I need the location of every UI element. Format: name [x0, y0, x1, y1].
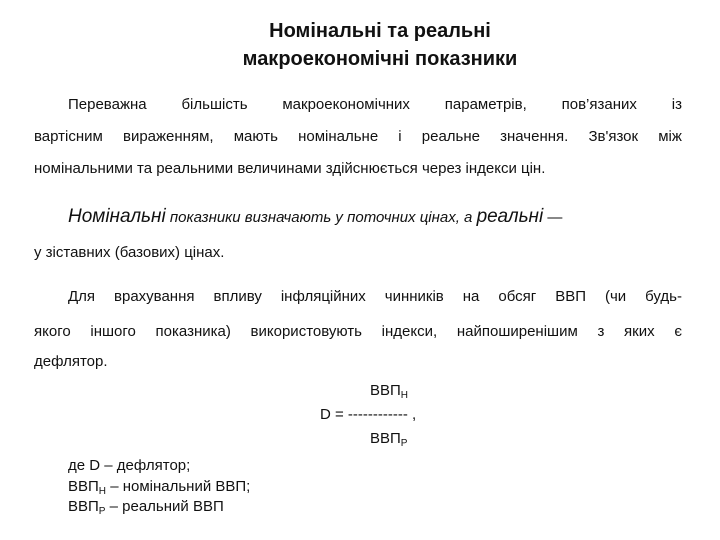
- word: є: [674, 323, 682, 340]
- word: пов’язаних: [561, 96, 637, 113]
- para3-line-2: [34, 322, 682, 342]
- word: Для: [68, 288, 96, 305]
- legend3-base: ВВП: [68, 498, 99, 515]
- word: обсяг: [498, 288, 537, 305]
- word: з: [597, 323, 605, 340]
- numerator-base: ВВП: [370, 382, 401, 399]
- legend2-subscript: Н: [98, 486, 107, 497]
- formula-numerator: [370, 381, 408, 403]
- para2-mid-text: показники визначають у поточних цінах, а: [165, 209, 477, 226]
- word: реальне: [421, 128, 480, 145]
- denominator-subscript: Р: [400, 438, 408, 449]
- slide-title-line-1: Номінальні та реальні: [269, 20, 491, 42]
- word: Зв'язок: [588, 128, 639, 145]
- slide-title-line-2: макроекономічні показники: [242, 48, 518, 70]
- para1-line-1: [68, 95, 682, 115]
- legend3-text: – реальний ВВП: [105, 498, 224, 515]
- word: вартісним: [34, 128, 103, 145]
- word: використовують: [250, 323, 362, 340]
- word: будь-: [645, 288, 682, 305]
- legend-line-2: [68, 477, 250, 499]
- word: ВВП: [555, 288, 586, 305]
- formula-denominator: [370, 429, 407, 451]
- legend-line-1: де D – дефлятор;: [68, 457, 191, 474]
- numerator-subscript: Н: [400, 390, 409, 401]
- term-nominal: Номінальні: [68, 206, 166, 227]
- word: (чи: [604, 288, 627, 305]
- legend2-base: ВВП: [68, 478, 99, 495]
- word: і: [398, 128, 402, 145]
- legend3-subscript: Р: [98, 506, 106, 517]
- word: макроекономічних: [282, 96, 410, 113]
- word: номінальне: [298, 128, 379, 145]
- word: показника): [155, 323, 231, 340]
- word: інфляційних: [280, 288, 366, 305]
- para1-line-2: [34, 127, 682, 147]
- word: більшість: [181, 96, 248, 113]
- para2-dash: —: [543, 209, 563, 226]
- word: врахування: [114, 288, 195, 305]
- word: між: [658, 128, 682, 145]
- para3-line-3: дефлятор.: [34, 353, 108, 370]
- word: впливу: [213, 288, 262, 305]
- word: вираженням,: [122, 128, 214, 145]
- legend2-text: – номінальний ВВП;: [106, 478, 251, 495]
- para3-line-1: [68, 287, 682, 307]
- word: на: [462, 288, 480, 305]
- word: яких: [624, 323, 655, 340]
- word: мають: [233, 128, 278, 145]
- word: індекси,: [381, 323, 438, 340]
- para2-line-2: у зіставних (базових) цінах.: [34, 244, 225, 261]
- word: найпоширенішим: [456, 323, 578, 340]
- legend-line-3: [68, 497, 224, 519]
- word: іншого: [90, 323, 136, 340]
- denominator-base: ВВП: [370, 430, 401, 447]
- formula-equation: D = ------------ ,: [320, 406, 417, 423]
- para1-line-3: номінальними та реальними величинами здійснюється через індекси цін.: [34, 160, 546, 177]
- word: із: [671, 96, 682, 113]
- term-real: реальні: [476, 206, 544, 227]
- word: значення.: [500, 128, 569, 145]
- word: параметрів,: [444, 96, 527, 113]
- word: чинників: [384, 288, 444, 305]
- para2-line-1: [68, 207, 562, 228]
- word: якого: [34, 323, 71, 340]
- word: Переважна: [68, 96, 147, 113]
